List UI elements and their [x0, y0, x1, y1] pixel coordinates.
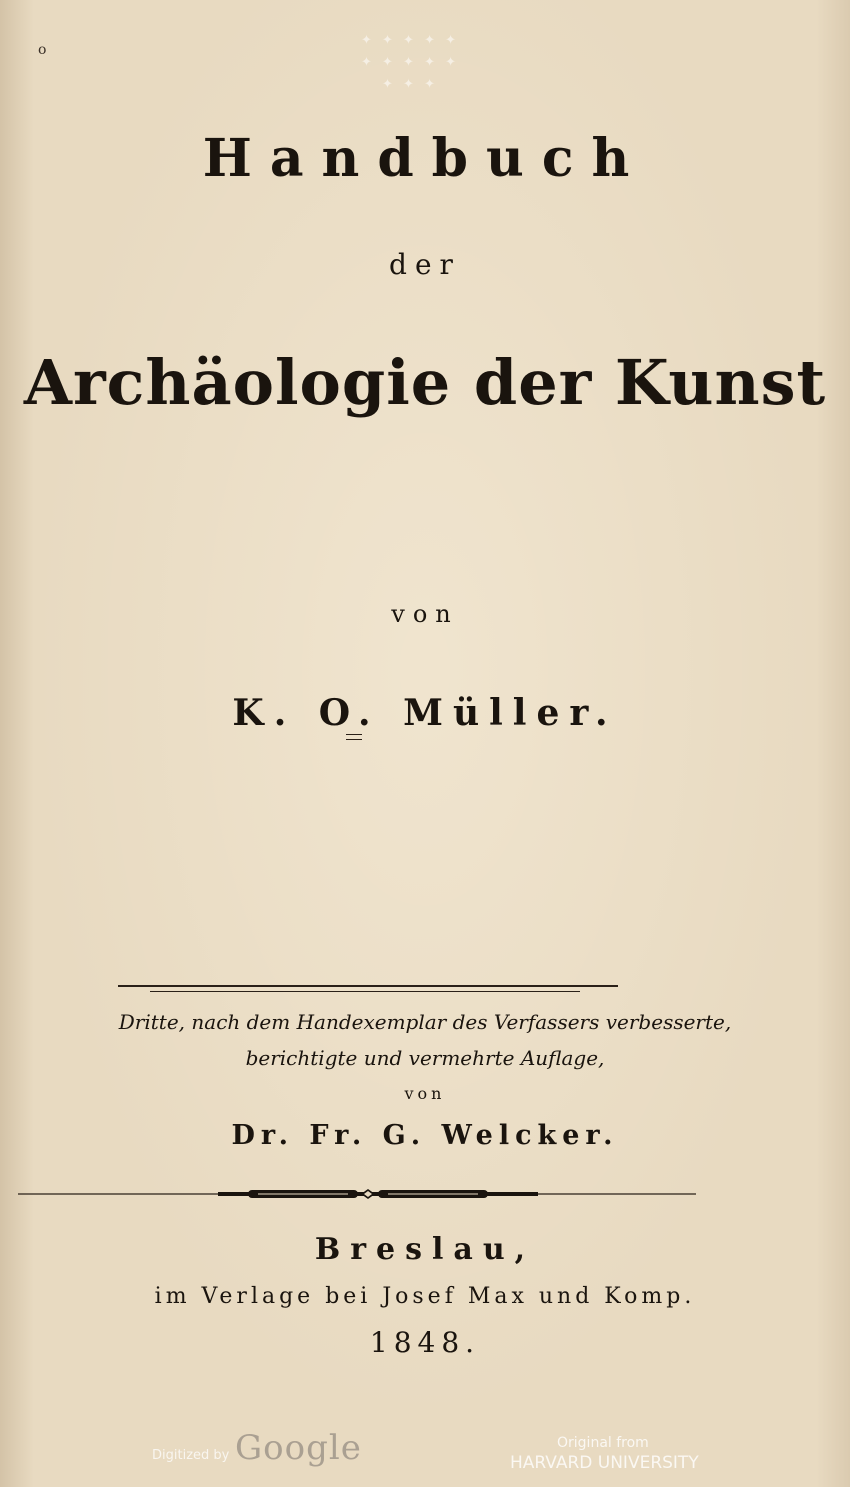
publisher-line: im Verlage bei Josef Max und Komp. [154, 1284, 696, 1309]
publication-year: 1848. [369, 1326, 481, 1359]
by-label: von [391, 600, 459, 628]
author-underline [346, 734, 362, 740]
title-line-2: Archäologie der Kunst [23, 346, 827, 419]
title-der: der [389, 248, 461, 281]
publication-city: Breslau, [314, 1232, 536, 1267]
edition-line-2: berichtigte und vermehrte Auflage, [245, 1046, 605, 1070]
ornamental-rule [18, 1188, 696, 1200]
library-stamp: ✦ ✦ ✦ ✦ ✦ ✦ ✦ ✦ ✦ ✦ ✦ ✦ ✦ [361, 33, 459, 92]
divider-rule [118, 985, 618, 987]
title-line-1: Handbuch [202, 128, 648, 189]
editor-name: Dr. Fr. G. Welcker. [231, 1120, 619, 1151]
editor-by-label: von [404, 1084, 446, 1103]
divider-rule-thin [150, 991, 580, 992]
original-from-label: Original from [557, 1435, 649, 1451]
author-name: K. O. Müller. [232, 692, 618, 734]
edition-line-1: Dritte, nach dem Handexemplar des Verfassers verbesserte, [118, 1010, 732, 1034]
corner-mark: o [38, 42, 47, 58]
google-watermark: Google [235, 1428, 362, 1468]
library-name: HARVARD UNIVERSITY [510, 1453, 699, 1473]
digitized-by-label: Digitized by [152, 1448, 230, 1463]
